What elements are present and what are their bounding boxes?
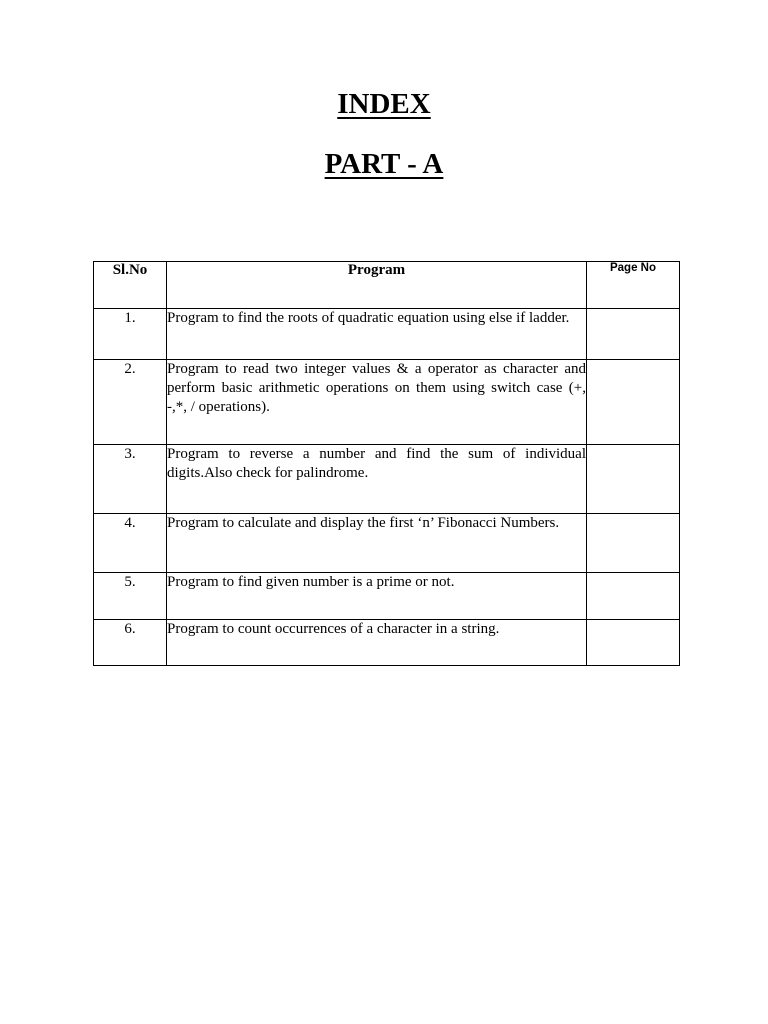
row-program: Program to reverse a number and find the sum of individual digits.Also check for palindrome.	[167, 445, 587, 514]
row-program: Program to find the roots of quadratic equation using else if ladder.	[167, 309, 587, 360]
page-title-text: INDEX	[337, 88, 431, 120]
row-page-no	[587, 514, 680, 573]
row-page-no	[587, 445, 680, 514]
table-row	[94, 309, 680, 360]
page-subtitle-text: PART - A	[324, 148, 444, 180]
table-row	[94, 573, 680, 620]
row-sl-no: 3.	[94, 445, 167, 514]
table-row	[94, 445, 680, 514]
table-row	[94, 620, 680, 666]
table-row	[94, 360, 680, 445]
header-page-no: Page No	[587, 262, 680, 309]
row-page-no	[587, 360, 680, 445]
row-sl-no: 4.	[94, 514, 167, 573]
header-program: Program	[167, 262, 587, 309]
row-page-no	[587, 573, 680, 620]
row-program: Program to find given number is a prime or not.	[167, 573, 587, 620]
row-sl-no: 2.	[94, 360, 167, 445]
row-sl-no: 1.	[94, 309, 167, 360]
page-title	[0, 90, 768, 119]
row-program: Program to calculate and display the first ‘n’ Fibonacci Numbers.	[167, 514, 587, 573]
row-page-no	[587, 309, 680, 360]
row-page-no	[587, 620, 680, 666]
row-sl-no: 5.	[94, 573, 167, 620]
row-program: Program to read two integer values & a operator as character and perform basic arithmetic operations on them using switch case (+, -,*, / operations).	[167, 360, 587, 445]
table-header-row	[94, 262, 680, 309]
row-program: Program to count occurrences of a character in a string.	[167, 620, 587, 666]
index-table	[93, 261, 680, 666]
header-sl-no: Sl.No	[94, 262, 167, 309]
table-row	[94, 514, 680, 573]
page-subtitle	[0, 150, 768, 179]
row-sl-no: 6.	[94, 620, 167, 666]
